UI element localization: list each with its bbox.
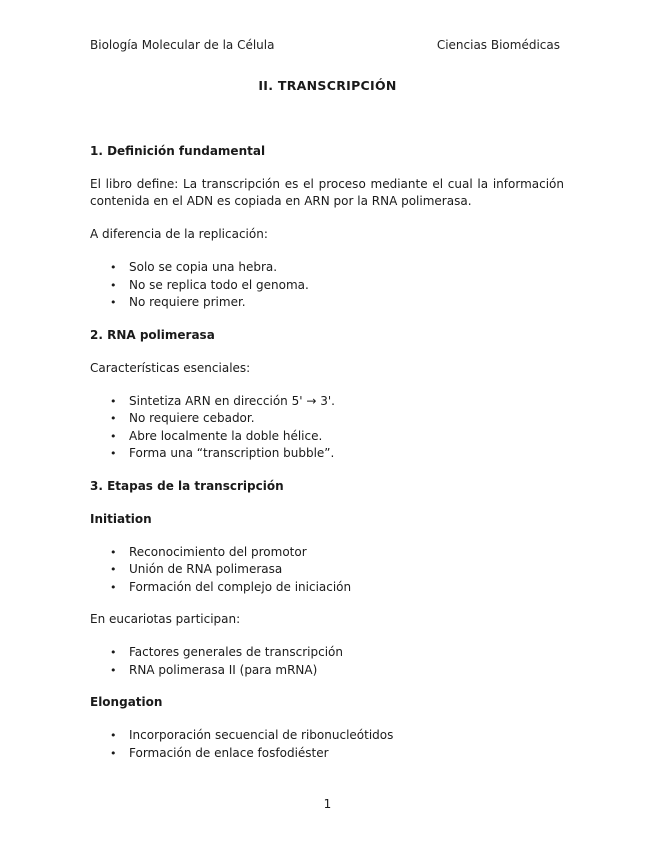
subheading-initiation: Initiation	[90, 511, 152, 526]
list-item: • Sintetiza ARN en dirección 5' → 3'.	[90, 393, 564, 411]
list-item: • No requiere primer.	[90, 294, 564, 312]
list-item: • Formación de enlace fosfodiéster	[90, 745, 564, 763]
section-heading-rna-polymerase: 2. RNA polimerasa	[90, 327, 215, 342]
definition-paragraph: El libro define: La transcripción es el proceso mediante el cual la información contenida en el ADN es copiada en ARN por la RNA polimerasa.	[90, 177, 564, 208]
list-item: • Reconocimiento del promotor	[90, 544, 564, 562]
list-item: • Unión de RNA polimerasa	[90, 561, 564, 579]
page-title: II. TRANSCRIPCIÓN	[258, 78, 397, 93]
initiation-list	[90, 544, 564, 597]
list-item: • Factores generales de transcripción	[90, 644, 564, 662]
elongation-list	[90, 727, 564, 762]
section-heading-stages: 3. Etapas de la transcripción	[90, 478, 284, 493]
replication-comparison-intro: A diferencia de la replicación:	[90, 227, 268, 241]
list-item: • Forma una “transcription bubble”.	[90, 445, 564, 463]
eukaryotes-intro: En eucariotas participan:	[90, 612, 241, 626]
list-item: • No se replica todo el genoma.	[90, 277, 564, 295]
list-item: • RNA polimerasa II (para mRNA)	[90, 662, 564, 680]
characteristics-intro: Características esenciales:	[90, 360, 251, 375]
list-item: • Solo se copia una hebra.	[90, 259, 564, 277]
running-header-right: Ciencias Biomédicas	[436, 38, 560, 52]
characteristics-list	[90, 393, 564, 463]
eukaryotes-list	[90, 644, 564, 679]
list-item: • Abre localmente la doble hélice.	[90, 428, 564, 446]
subheading-elongation: Elongation	[90, 695, 163, 709]
running-header-left: Biología Molecular de la Célula	[90, 38, 275, 52]
page-number: 1	[323, 797, 332, 811]
document-body	[90, 143, 564, 762]
replication-differences-list	[90, 259, 564, 312]
list-item: • Incorporación secuencial de ribonucleótidos	[90, 727, 564, 745]
list-item: • Formación del complejo de iniciación	[90, 579, 564, 597]
section-heading-definition: 1. Definición fundamental	[90, 144, 266, 158]
list-item: • No requiere cebador.	[90, 410, 564, 428]
